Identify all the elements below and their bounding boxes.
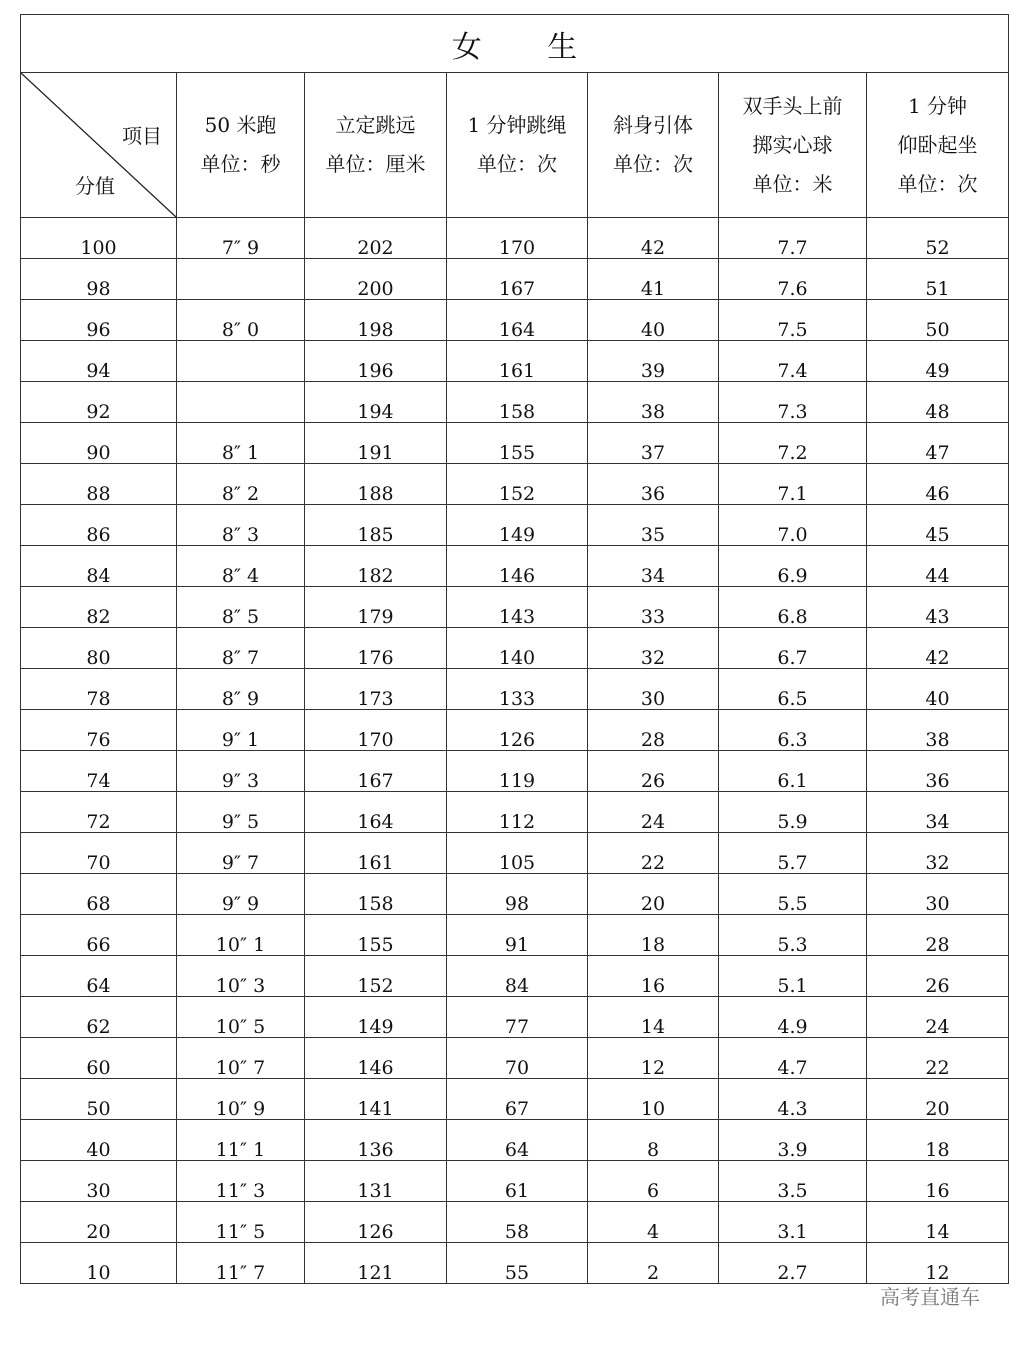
value-cell: 8″ 5 bbox=[177, 587, 305, 628]
score-cell: 84 bbox=[21, 546, 177, 587]
value-cell: 170 bbox=[447, 218, 588, 259]
corner-label-items: 项目 bbox=[122, 124, 162, 148]
value-cell: 126 bbox=[305, 1202, 447, 1243]
value-cell: 11″ 1 bbox=[177, 1120, 305, 1161]
table-row bbox=[21, 997, 1009, 1038]
column-header-line: 1 分钟 bbox=[907, 93, 968, 118]
table-row bbox=[21, 259, 1009, 300]
value-cell: 6.8 bbox=[719, 587, 867, 628]
score-cell: 68 bbox=[21, 874, 177, 915]
value-cell: 8″ 4 bbox=[177, 546, 305, 587]
table-row bbox=[21, 915, 1009, 956]
score-cell: 40 bbox=[21, 1120, 177, 1161]
score-cell: 66 bbox=[21, 915, 177, 956]
value-cell: 155 bbox=[305, 915, 447, 956]
value-cell: 126 bbox=[447, 710, 588, 751]
value-cell: 198 bbox=[305, 300, 447, 341]
column-header-line: 立定跳远 bbox=[335, 113, 416, 137]
value-cell: 41 bbox=[588, 259, 719, 300]
value-cell: 112 bbox=[447, 792, 588, 833]
value-cell: 55 bbox=[447, 1243, 588, 1284]
score-cell: 72 bbox=[21, 792, 177, 833]
value-cell: 10″ 9 bbox=[177, 1079, 305, 1120]
value-cell: 173 bbox=[305, 669, 447, 710]
value-cell: 136 bbox=[305, 1120, 447, 1161]
value-cell: 98 bbox=[447, 874, 588, 915]
value-cell: 170 bbox=[305, 710, 447, 751]
column-header-line: 仰卧起坐 bbox=[897, 132, 978, 157]
value-cell: 49 bbox=[867, 341, 1009, 382]
value-cell: 5.1 bbox=[719, 956, 867, 997]
value-cell: 4.7 bbox=[719, 1038, 867, 1079]
score-cell: 10 bbox=[21, 1243, 177, 1284]
score-cell: 90 bbox=[21, 423, 177, 464]
value-cell bbox=[177, 259, 305, 300]
column-header bbox=[305, 73, 447, 218]
value-cell: 3.1 bbox=[719, 1202, 867, 1243]
value-cell: 10″ 7 bbox=[177, 1038, 305, 1079]
value-cell: 38 bbox=[588, 382, 719, 423]
value-cell: 22 bbox=[588, 833, 719, 874]
value-cell: 131 bbox=[305, 1161, 447, 1202]
watermark: 高考直通车 bbox=[880, 1285, 980, 1309]
value-cell: 8″ 0 bbox=[177, 300, 305, 341]
value-cell: 64 bbox=[447, 1120, 588, 1161]
table-row bbox=[21, 1038, 1009, 1079]
value-cell: 5.5 bbox=[719, 874, 867, 915]
value-cell: 146 bbox=[305, 1038, 447, 1079]
score-cell: 62 bbox=[21, 997, 177, 1038]
value-cell: 9″ 1 bbox=[177, 710, 305, 751]
value-cell: 9″ 3 bbox=[177, 751, 305, 792]
value-cell: 164 bbox=[447, 300, 588, 341]
table-row bbox=[21, 792, 1009, 833]
table-row bbox=[21, 874, 1009, 915]
table-row bbox=[21, 956, 1009, 997]
value-cell: 7.6 bbox=[719, 259, 867, 300]
value-cell: 51 bbox=[867, 259, 1009, 300]
score-cell: 50 bbox=[21, 1079, 177, 1120]
value-cell: 105 bbox=[447, 833, 588, 874]
value-cell: 152 bbox=[305, 956, 447, 997]
column-header-line: 单位：次 bbox=[897, 171, 978, 196]
value-cell: 11″ 3 bbox=[177, 1161, 305, 1202]
column-header-line: 单位：秒 bbox=[200, 152, 281, 176]
value-cell: 77 bbox=[447, 997, 588, 1038]
column-header bbox=[447, 73, 588, 218]
value-cell: 36 bbox=[867, 751, 1009, 792]
value-cell: 10″ 1 bbox=[177, 915, 305, 956]
value-cell: 39 bbox=[588, 341, 719, 382]
value-cell: 34 bbox=[867, 792, 1009, 833]
value-cell: 10″ 5 bbox=[177, 997, 305, 1038]
value-cell: 32 bbox=[588, 628, 719, 669]
value-cell: 10″ 3 bbox=[177, 956, 305, 997]
value-cell: 50 bbox=[867, 300, 1009, 341]
value-cell: 47 bbox=[867, 423, 1009, 464]
corner-header-cell bbox=[21, 73, 177, 218]
column-header-line: 单位：次 bbox=[477, 152, 557, 176]
table-row bbox=[21, 669, 1009, 710]
value-cell: 7.7 bbox=[719, 218, 867, 259]
table-row bbox=[21, 505, 1009, 546]
column-header bbox=[719, 73, 867, 218]
score-cell: 70 bbox=[21, 833, 177, 874]
value-cell: 6 bbox=[588, 1161, 719, 1202]
score-cell: 100 bbox=[21, 218, 177, 259]
score-cell: 94 bbox=[21, 341, 177, 382]
score-cell: 20 bbox=[21, 1202, 177, 1243]
value-cell: 44 bbox=[867, 546, 1009, 587]
value-cell: 6.7 bbox=[719, 628, 867, 669]
value-cell: 58 bbox=[447, 1202, 588, 1243]
score-cell: 98 bbox=[21, 259, 177, 300]
value-cell: 30 bbox=[588, 669, 719, 710]
value-cell: 152 bbox=[447, 464, 588, 505]
value-cell: 9″ 5 bbox=[177, 792, 305, 833]
score-cell: 76 bbox=[21, 710, 177, 751]
value-cell: 84 bbox=[447, 956, 588, 997]
value-cell: 46 bbox=[867, 464, 1009, 505]
value-cell: 7.3 bbox=[719, 382, 867, 423]
value-cell: 6.5 bbox=[719, 669, 867, 710]
table-row bbox=[21, 1243, 1009, 1284]
value-cell: 5.9 bbox=[719, 792, 867, 833]
value-cell: 45 bbox=[867, 505, 1009, 546]
value-cell: 28 bbox=[867, 915, 1009, 956]
value-cell: 7.0 bbox=[719, 505, 867, 546]
table-row bbox=[21, 1161, 1009, 1202]
table-row bbox=[21, 300, 1009, 341]
value-cell: 6.9 bbox=[719, 546, 867, 587]
value-cell: 35 bbox=[588, 505, 719, 546]
value-cell: 8″ 7 bbox=[177, 628, 305, 669]
value-cell: 32 bbox=[867, 833, 1009, 874]
score-cell: 88 bbox=[21, 464, 177, 505]
table-row bbox=[21, 218, 1009, 259]
value-cell: 182 bbox=[305, 546, 447, 587]
value-cell: 42 bbox=[867, 628, 1009, 669]
value-cell: 6.1 bbox=[719, 751, 867, 792]
table-title: 女 生 bbox=[21, 15, 1009, 73]
column-header bbox=[867, 73, 1009, 218]
value-cell: 161 bbox=[305, 833, 447, 874]
table-row bbox=[21, 587, 1009, 628]
value-cell: 34 bbox=[588, 546, 719, 587]
score-cell: 30 bbox=[21, 1161, 177, 1202]
score-cell: 64 bbox=[21, 956, 177, 997]
value-cell: 188 bbox=[305, 464, 447, 505]
value-cell: 3.9 bbox=[719, 1120, 867, 1161]
value-cell: 43 bbox=[867, 587, 1009, 628]
value-cell: 4.3 bbox=[719, 1079, 867, 1120]
score-cell: 86 bbox=[21, 505, 177, 546]
value-cell: 11″ 7 bbox=[177, 1243, 305, 1284]
score-cell: 60 bbox=[21, 1038, 177, 1079]
table-row bbox=[21, 546, 1009, 587]
table-row bbox=[21, 382, 1009, 423]
value-cell: 5.7 bbox=[719, 833, 867, 874]
score-cell: 80 bbox=[21, 628, 177, 669]
score-cell: 78 bbox=[21, 669, 177, 710]
value-cell: 14 bbox=[588, 997, 719, 1038]
value-cell: 42 bbox=[588, 218, 719, 259]
score-cell: 74 bbox=[21, 751, 177, 792]
value-cell: 191 bbox=[305, 423, 447, 464]
value-cell: 2 bbox=[588, 1243, 719, 1284]
column-header-line: 1 分钟跳绳 bbox=[467, 113, 567, 137]
table-row bbox=[21, 628, 1009, 669]
column-header bbox=[177, 73, 305, 218]
value-cell: 37 bbox=[588, 423, 719, 464]
value-cell: 158 bbox=[305, 874, 447, 915]
value-cell: 24 bbox=[588, 792, 719, 833]
score-cell: 82 bbox=[21, 587, 177, 628]
value-cell: 6.3 bbox=[719, 710, 867, 751]
value-cell: 26 bbox=[588, 751, 719, 792]
column-header-line: 单位：厘米 bbox=[325, 152, 426, 176]
table-row bbox=[21, 423, 1009, 464]
value-cell: 28 bbox=[588, 710, 719, 751]
table-row bbox=[21, 710, 1009, 751]
value-cell: 18 bbox=[588, 915, 719, 956]
value-cell: 8″ 1 bbox=[177, 423, 305, 464]
value-cell: 91 bbox=[447, 915, 588, 956]
value-cell: 141 bbox=[305, 1079, 447, 1120]
value-cell: 26 bbox=[867, 956, 1009, 997]
value-cell: 149 bbox=[305, 997, 447, 1038]
value-cell: 10 bbox=[588, 1079, 719, 1120]
value-cell: 61 bbox=[447, 1161, 588, 1202]
corner-label-score: 分值 bbox=[75, 174, 115, 198]
value-cell: 140 bbox=[447, 628, 588, 669]
value-cell: 40 bbox=[867, 669, 1009, 710]
value-cell: 2.7 bbox=[719, 1243, 867, 1284]
table-row bbox=[21, 1120, 1009, 1161]
value-cell: 24 bbox=[867, 997, 1009, 1038]
value-cell: 22 bbox=[867, 1038, 1009, 1079]
column-header-line: 50 米跑 bbox=[204, 113, 277, 137]
value-cell: 8″ 9 bbox=[177, 669, 305, 710]
column-header-line: 斜身引体 bbox=[613, 113, 693, 137]
value-cell: 14 bbox=[867, 1202, 1009, 1243]
score-table bbox=[20, 14, 1009, 1284]
column-header-line: 单位：米 bbox=[752, 171, 833, 196]
value-cell: 4.9 bbox=[719, 997, 867, 1038]
value-cell: 33 bbox=[588, 587, 719, 628]
value-cell: 9″ 7 bbox=[177, 833, 305, 874]
value-cell: 12 bbox=[588, 1038, 719, 1079]
value-cell: 121 bbox=[305, 1243, 447, 1284]
value-cell: 52 bbox=[867, 218, 1009, 259]
column-header bbox=[588, 73, 719, 218]
value-cell: 16 bbox=[867, 1161, 1009, 1202]
value-cell: 194 bbox=[305, 382, 447, 423]
value-cell: 8″ 2 bbox=[177, 464, 305, 505]
table-row bbox=[21, 464, 1009, 505]
value-cell: 7.5 bbox=[719, 300, 867, 341]
value-cell: 12 bbox=[867, 1243, 1009, 1284]
value-cell: 70 bbox=[447, 1038, 588, 1079]
value-cell: 18 bbox=[867, 1120, 1009, 1161]
value-cell: 20 bbox=[588, 874, 719, 915]
score-cell: 96 bbox=[21, 300, 177, 341]
value-cell: 67 bbox=[447, 1079, 588, 1120]
column-header-line: 双手头上前 bbox=[742, 93, 843, 118]
value-cell: 196 bbox=[305, 341, 447, 382]
table-row bbox=[21, 833, 1009, 874]
value-cell: 11″ 5 bbox=[177, 1202, 305, 1243]
value-cell: 3.5 bbox=[719, 1161, 867, 1202]
value-cell: 200 bbox=[305, 259, 447, 300]
column-header-line: 掷实心球 bbox=[752, 132, 833, 157]
value-cell: 7.1 bbox=[719, 464, 867, 505]
value-cell: 9″ 9 bbox=[177, 874, 305, 915]
value-cell: 48 bbox=[867, 382, 1009, 423]
value-cell: 5.3 bbox=[719, 915, 867, 956]
value-cell: 40 bbox=[588, 300, 719, 341]
value-cell: 36 bbox=[588, 464, 719, 505]
value-cell: 179 bbox=[305, 587, 447, 628]
value-cell: 164 bbox=[305, 792, 447, 833]
value-cell: 133 bbox=[447, 669, 588, 710]
table-row bbox=[21, 341, 1009, 382]
value-cell bbox=[177, 341, 305, 382]
value-cell: 7″ 9 bbox=[177, 218, 305, 259]
value-cell: 155 bbox=[447, 423, 588, 464]
value-cell: 4 bbox=[588, 1202, 719, 1243]
value-cell: 202 bbox=[305, 218, 447, 259]
value-cell: 149 bbox=[447, 505, 588, 546]
column-header-line: 单位：次 bbox=[613, 152, 693, 176]
table-row bbox=[21, 1079, 1009, 1120]
value-cell: 146 bbox=[447, 546, 588, 587]
value-cell: 185 bbox=[305, 505, 447, 546]
value-cell bbox=[177, 382, 305, 423]
value-cell: 158 bbox=[447, 382, 588, 423]
score-cell: 92 bbox=[21, 382, 177, 423]
value-cell: 167 bbox=[447, 259, 588, 300]
value-cell: 30 bbox=[867, 874, 1009, 915]
value-cell: 119 bbox=[447, 751, 588, 792]
value-cell: 38 bbox=[867, 710, 1009, 751]
table-row bbox=[21, 1202, 1009, 1243]
value-cell: 161 bbox=[447, 341, 588, 382]
value-cell: 7.4 bbox=[719, 341, 867, 382]
value-cell: 167 bbox=[305, 751, 447, 792]
value-cell: 176 bbox=[305, 628, 447, 669]
table-row bbox=[21, 751, 1009, 792]
value-cell: 20 bbox=[867, 1079, 1009, 1120]
value-cell: 7.2 bbox=[719, 423, 867, 464]
value-cell: 16 bbox=[588, 956, 719, 997]
value-cell: 8″ 3 bbox=[177, 505, 305, 546]
value-cell: 143 bbox=[447, 587, 588, 628]
value-cell: 8 bbox=[588, 1120, 719, 1161]
